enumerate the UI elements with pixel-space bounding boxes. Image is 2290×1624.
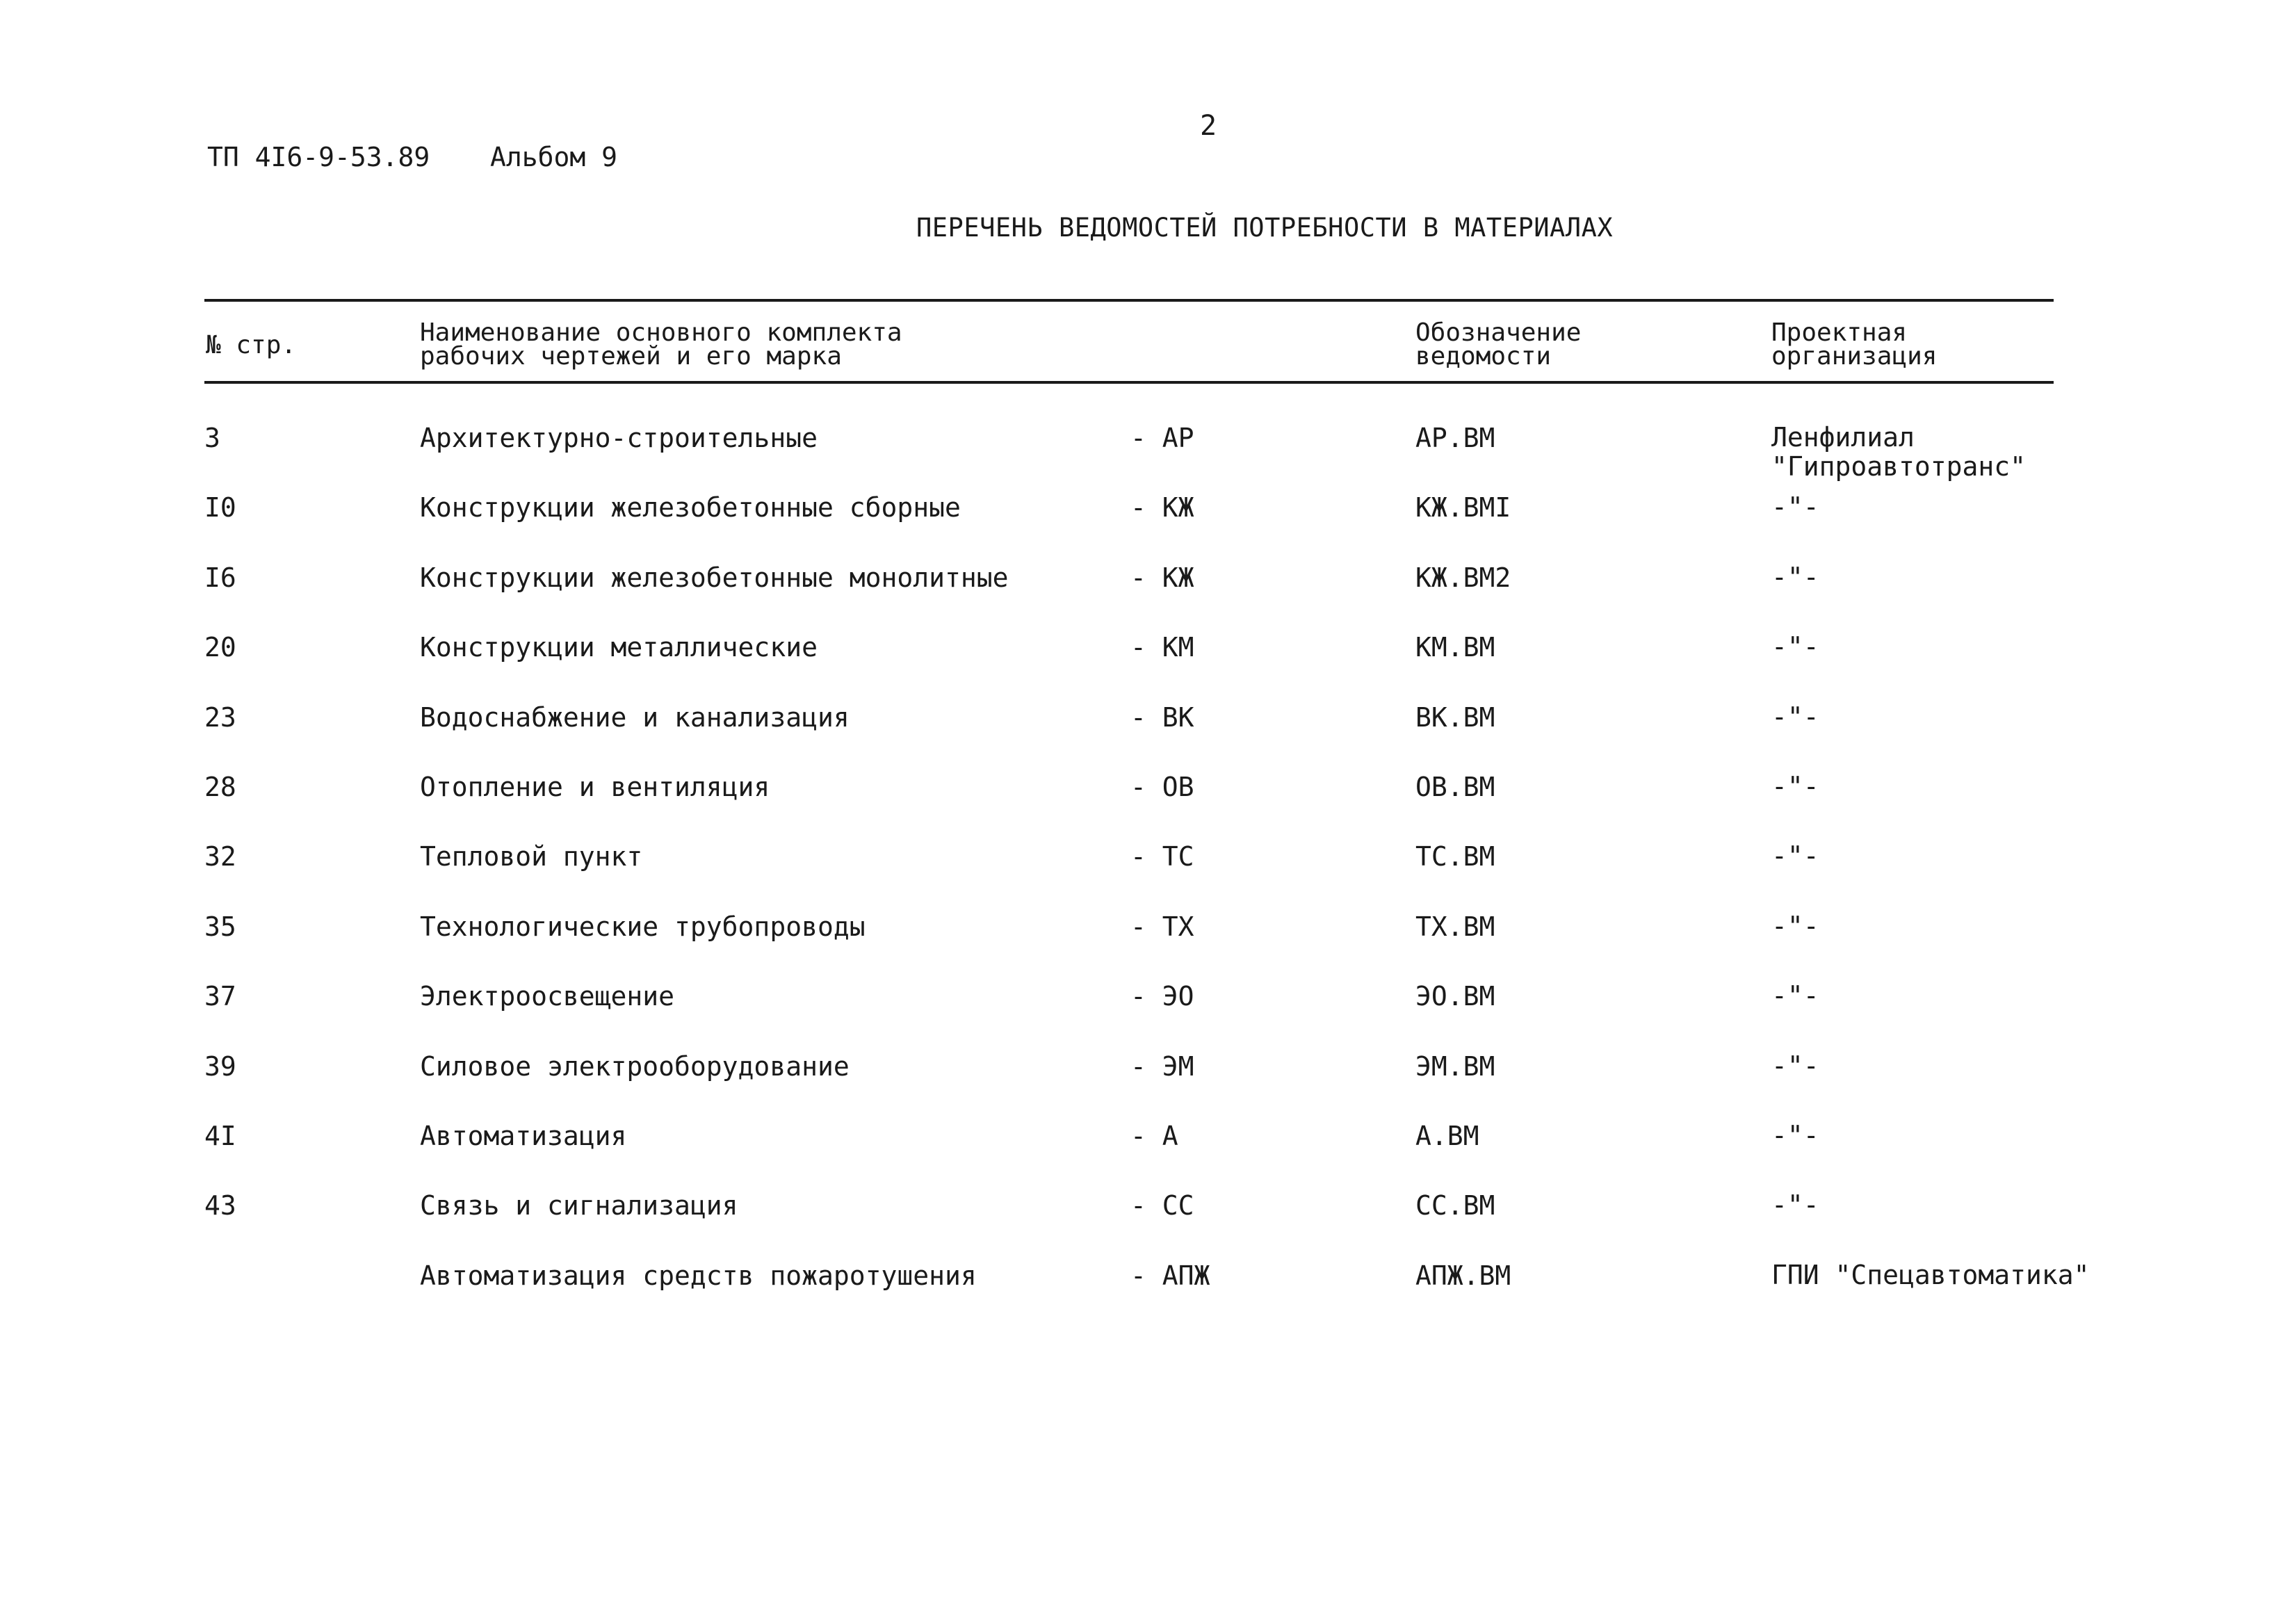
row-organization: -"- — [1771, 911, 1819, 941]
row-mark: - АПЖ — [1130, 1260, 1210, 1291]
row-name: Водоснабжение и канализация — [420, 702, 850, 733]
row-organization: -"- — [1771, 562, 1819, 592]
row-name: Связь и сигнализация — [420, 1190, 738, 1221]
row-page-number: 20 — [204, 632, 236, 663]
row-designation: ЭО.ВМ — [1415, 981, 1495, 1012]
column-header-designation — [1415, 318, 1582, 371]
row-page-number: 23 — [204, 702, 236, 733]
row-mark: - ВК — [1130, 702, 1194, 733]
table-row — [0, 981, 2290, 1023]
row-organization: ГПИ "Спецавтоматика" — [1771, 1260, 2090, 1290]
row-organization: -"- — [1771, 631, 1819, 662]
row-mark: - А — [1130, 1121, 1178, 1151]
row-mark: - КМ — [1130, 632, 1194, 663]
row-page-number: 43 — [204, 1190, 236, 1221]
row-designation: СС.ВМ — [1415, 1190, 1495, 1221]
table-row — [0, 1190, 2290, 1232]
row-designation: ТС.ВМ — [1415, 841, 1495, 872]
row-organization-line2: "Гипроавтотранс" — [1771, 451, 2027, 482]
row-mark: - ЭМ — [1130, 1051, 1194, 1082]
row-name: Конструкции металлические — [420, 632, 818, 663]
row-organization: -"- — [1771, 771, 1819, 802]
row-designation: КМ.ВМ — [1415, 632, 1495, 663]
row-page-number: I0 — [204, 492, 236, 523]
table-header-rule — [204, 381, 2054, 384]
row-name: Архитектурно-строительные — [420, 423, 818, 453]
table-row — [0, 632, 2290, 674]
row-name: Автоматизация — [420, 1121, 627, 1151]
row-designation: ЭМ.ВМ — [1415, 1051, 1495, 1082]
table-row — [0, 492, 2290, 534]
row-organization: -"- — [1771, 1189, 1819, 1220]
column-header-name — [420, 318, 902, 371]
table-row — [0, 562, 2290, 604]
row-name: Конструкции железобетонные монолитные — [420, 562, 1009, 593]
row-designation: ТХ.ВМ — [1415, 911, 1495, 942]
document-code: ТП 4I6-9-53.89 — [207, 142, 430, 172]
column-header-organization-line1: Проектная — [1771, 318, 1908, 347]
column-header-organization-line2: организация — [1771, 342, 1938, 371]
row-organization: -"- — [1771, 492, 1819, 522]
row-organization: -"- — [1771, 701, 1819, 732]
page-number: 2 — [1200, 110, 1217, 142]
row-name: Электроосвещение — [420, 981, 675, 1012]
row-organization-line1: Ленфилиал — [1771, 422, 1915, 453]
table-row — [0, 841, 2290, 883]
row-page-number: 4I — [204, 1121, 236, 1151]
table-row — [0, 1051, 2290, 1093]
column-header-designation-line1: Обозначение — [1415, 318, 1582, 347]
row-page-number: I6 — [204, 562, 236, 593]
column-header-page-no: № стр. — [206, 331, 297, 359]
row-name: Технологические трубопроводы — [420, 911, 866, 942]
row-page-number: 32 — [204, 841, 236, 872]
column-header-designation-line2: ведомости — [1415, 342, 1552, 371]
row-mark: - АР — [1130, 423, 1194, 453]
row-mark: - КЖ — [1130, 562, 1194, 593]
row-mark: - ОВ — [1130, 772, 1194, 802]
row-mark: - ЭО — [1130, 981, 1194, 1012]
row-organization — [1771, 423, 2026, 481]
row-page-number: 35 — [204, 911, 236, 942]
row-page-number: 39 — [204, 1051, 236, 1082]
row-organization: -"- — [1771, 1120, 1819, 1151]
row-designation: АР.ВМ — [1415, 423, 1495, 453]
row-organization: -"- — [1771, 1050, 1819, 1081]
table-top-rule — [204, 299, 2054, 302]
row-name: Тепловой пункт — [420, 841, 643, 872]
column-header-name-line2: рабочих чертежей и его марка — [420, 342, 842, 371]
table-row — [0, 1121, 2290, 1162]
row-mark: - ТХ — [1130, 911, 1194, 942]
row-name: Силовое электрооборудование — [420, 1051, 850, 1082]
row-name: Отопление и вентиляция — [420, 772, 770, 802]
row-mark: - СС — [1130, 1190, 1194, 1221]
page-title: ПЕРЕЧЕНЬ ВЕДОМОСТЕЙ ПОТРЕБНОСТИ В МАТЕРИАЛАХ — [916, 213, 1614, 243]
row-organization: -"- — [1771, 841, 1819, 871]
table-row — [0, 1260, 2290, 1302]
row-designation: ВК.ВМ — [1415, 702, 1495, 733]
table-row — [0, 772, 2290, 813]
table-row — [0, 702, 2290, 744]
row-page-number: 3 — [204, 423, 220, 453]
album-label: Альбом 9 — [490, 142, 618, 172]
row-name: Автоматизация средств пожаротушения — [420, 1260, 977, 1291]
row-designation: КЖ.ВМI — [1415, 492, 1511, 523]
row-page-number: 28 — [204, 772, 236, 802]
row-organization: -"- — [1771, 980, 1819, 1011]
column-header-organization — [1771, 318, 1938, 371]
column-header-name-line1: Наименование основного комплекта — [420, 318, 902, 347]
table-row — [0, 422, 2290, 482]
row-mark: - КЖ — [1130, 492, 1194, 523]
row-designation: АПЖ.ВМ — [1415, 1260, 1511, 1291]
row-name: Конструкции железобетонные сборные — [420, 492, 961, 523]
row-designation: А.ВМ — [1415, 1121, 1479, 1151]
table-row — [0, 911, 2290, 953]
row-mark: - ТС — [1130, 841, 1194, 872]
row-designation: КЖ.ВМ2 — [1415, 562, 1511, 593]
row-page-number: 37 — [204, 981, 236, 1012]
row-designation: ОВ.ВМ — [1415, 772, 1495, 802]
